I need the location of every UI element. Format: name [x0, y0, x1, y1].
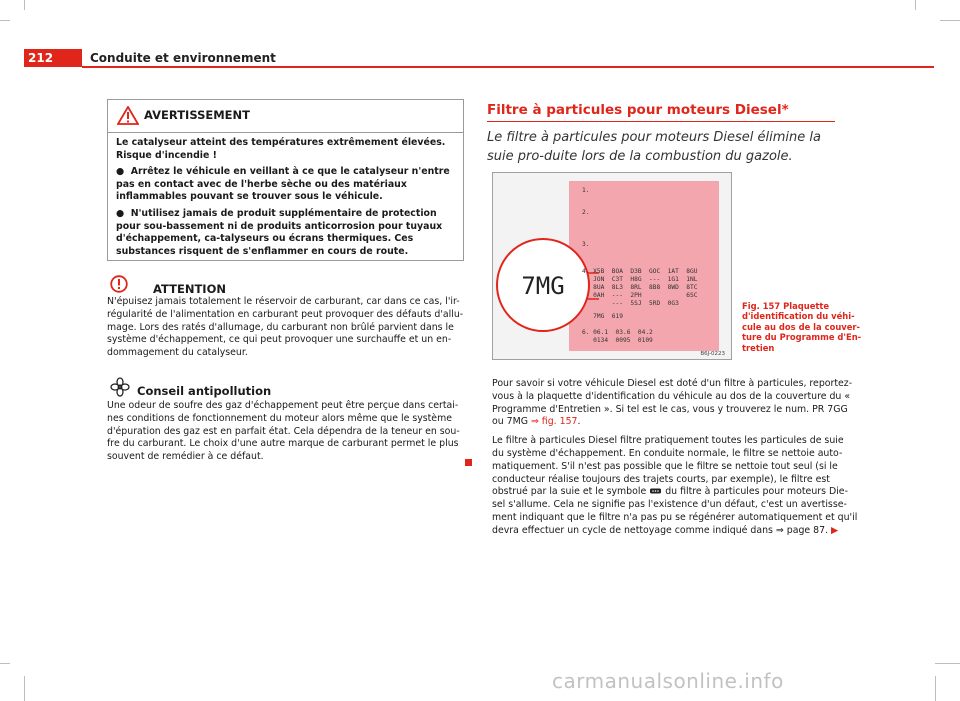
warning-bullet-item: ● Arrêtez le véhicule en veillant à ce que le catalyseur n'entre pas en contact avec de l'herbe sèche ou des matériaux inflammables pouvant se trouver sous le véhicule.: [116, 166, 450, 203]
plate-row: 7MG 619: [582, 313, 623, 320]
figure-illustration: [493, 173, 731, 359]
plate-row: 8UA 8L3 8RL 8B8 8WD 8TC: [582, 284, 698, 291]
warning-header: [108, 100, 463, 133]
warning-paragraph: Le catalyseur atteint des températures extrêmement élevées. Risque d'incendie !: [116, 137, 446, 161]
plate-row: 4. X5B BOA D3B GOC 1AT 8GU: [582, 268, 698, 275]
bullet-icon: ●: [116, 166, 125, 178]
crop-mark: [940, 20, 960, 21]
section-end-mark: [465, 459, 472, 466]
crop-mark: [0, 663, 10, 664]
warning-bullet-item: ● N'utilisez jamais de produit supplémentaire de protection pour sou-bassement ni de produits anticorrosion pour tuyaux d'échappement, ca-talyseurs ou écrans thermiques. Ces substances risquent de s'enflammer en cours de route.: [116, 207, 443, 257]
lead-paragraph: Le filtre à particules pour moteurs Diesel élimine la suie pro-duite lors de la combustion du gazole.: [487, 130, 821, 164]
page-number: 212: [24, 49, 82, 67]
warning-triangle-icon: [117, 106, 139, 125]
continue-arrow-icon: ▶: [831, 524, 839, 536]
eco-title: Conseil antipollution: [137, 384, 272, 398]
plate-row: 0AH --- 2PH 6SC: [582, 292, 698, 299]
warning-box: [107, 99, 464, 261]
crop-mark: [24, 676, 25, 701]
magnified-code: 7MG: [521, 272, 565, 300]
crop-mark: [935, 676, 936, 701]
section-header: [487, 99, 835, 122]
body-text: [492, 378, 858, 544]
paragraph-pr-number: Pour savoir si votre véhicule Diesel est doté d'un filtre à particules, reportez-vous à la plaquette d'identification du véhicule au dos de la couverture du « Programme d'Entretien ». Si tel est le cas, vous y trouverez le num. PR 7GG ou 7MG ⇒ fig. 157.: [492, 378, 853, 428]
bullet-icon: ●: [116, 207, 125, 219]
eco-text: Une odeur de soufre des gaz d'échappement peut être perçue dans certai-nes conditions de fonctionnement du moteur alors même que le système d'épuration des gaz est en parfait état. Cela dépendra de la teneur en sou-fre du carburant. Le choix d'une autre marque de carburant permet le plus souvent de remédier à ce défaut.: [107, 400, 460, 463]
warning-body: [108, 133, 463, 258]
watermark: carmanualsonline.info: [552, 669, 784, 693]
plate-row: 1.: [582, 187, 590, 194]
crop-mark: [24, 0, 25, 10]
plate-row: JON C3T H8G --- 1G1 1NL: [582, 276, 698, 283]
figure-link[interactable]: ⇒ fig. 157: [530, 416, 578, 428]
figure-caption: Fig. 157 Plaquette d'identification du véhi-cule au dos de la couver-ture du Programme d'En-tretien: [742, 301, 862, 353]
crop-mark: [935, 663, 960, 664]
attention-text: N'épuisez jamais totalement le réservoir de carburant, car dans ce cas, l'ir-régularité de l'alimentation en carburant peut provoquer des défauts d'allu-mage. Lors des ratés d'allumage, du carburant non brûlé parvient dans le système d'échappement, ce qui peut provoquer une surchauffe et un en-dommagement du catalyseur.: [107, 296, 464, 359]
plate-row: 0134 0095 0109: [582, 337, 653, 344]
plate-row: 3.: [582, 241, 590, 248]
figure-plate: [492, 172, 732, 360]
diesel-particle-filter-icon: [649, 487, 662, 495]
plate-row: --- 5SJ 5RD 0G3: [582, 300, 679, 307]
eco-flower-icon: [110, 377, 130, 397]
attention-title: ATTENTION: [153, 282, 226, 296]
attention-icon: [110, 275, 128, 293]
paragraph-filter: Le filtre à particules Diesel filtre pratiquement toutes les particules de suie du système d'échappement. En conduite normale, le filtre se nettoie auto-matiquement. S'il n'est pas possible que le filtre se nettoie tout seul (si le conducteur réalise toujours des trajets courts, par exemple), le filtre est obstrué par la suie et le symbole du filtre à particules pour moteurs Die-sel s'allume. Cela ne signifie pas l'existence d'un défaut, c'est un avertisse-ment indiquant que le filtre n'a pas pu se régénérer automatiquement et qu'il devra effectuer un cycle de nettoyage comme indiqué dans ⇒ page 87. ▶: [492, 435, 858, 536]
plate-row: 2.: [582, 209, 590, 216]
section-title: Filtre à particules pour moteurs Diesel*: [487, 102, 789, 118]
crop-mark: [915, 0, 916, 10]
crop-mark: [0, 20, 10, 21]
warning-title: AVERTISSEMENT: [144, 108, 251, 122]
plate-row: 6. 06.1 03.6 04.2: [582, 329, 653, 336]
image-code: B6J-0223: [700, 351, 725, 357]
chapter-title: Conduite et environnement: [90, 51, 276, 65]
